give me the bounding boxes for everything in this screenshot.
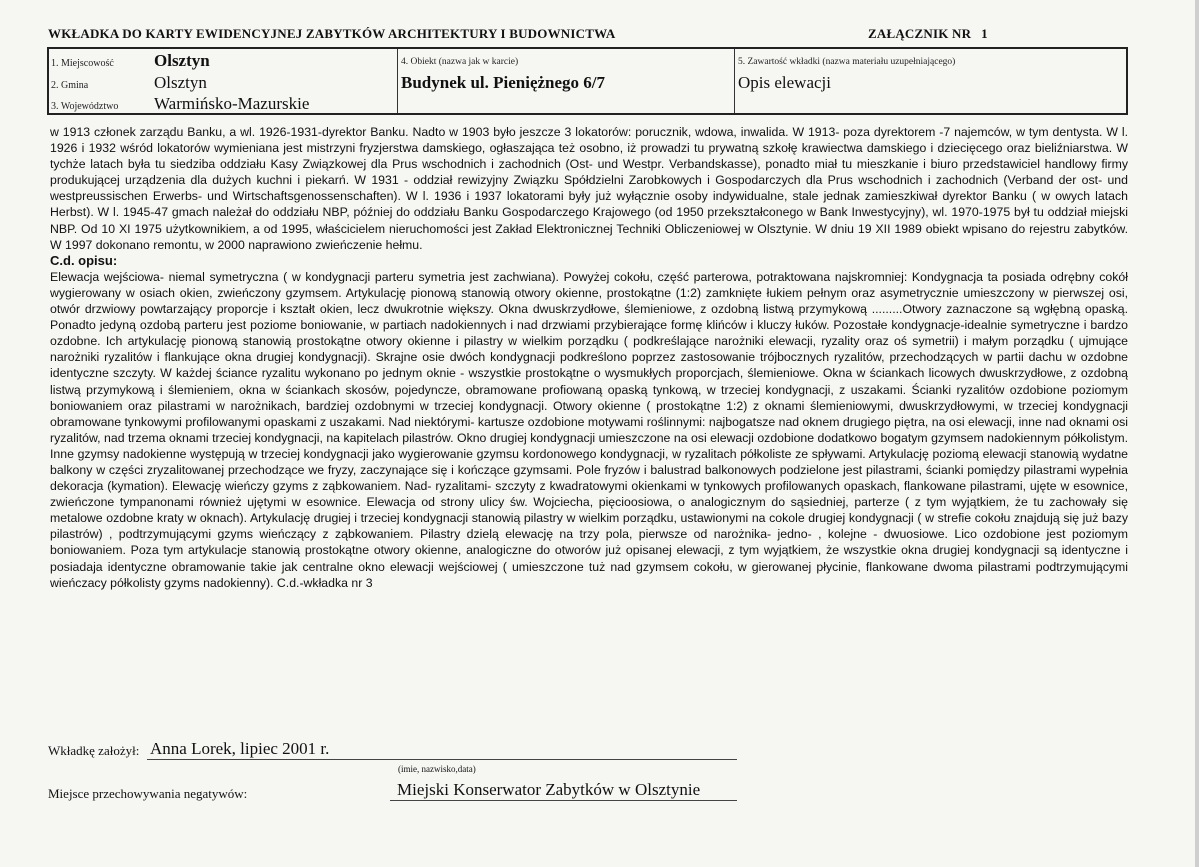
scan-edge <box>1195 0 1199 867</box>
storage-value: Miejski Konserwator Zabytków w Olsztynie <box>397 780 701 799</box>
storage-label: Miejsce przechowywania negatywów: <box>48 786 248 801</box>
object-value: Budynek ul. Pieniężnego 6/7 <box>401 73 606 92</box>
history-paragraph: w 1913 członek zarządu Banku, a wl. 1926-1931-dyrektor Banku. Nadto w 1903 było jeszcze 3 lokatorów: porucznik, wdowa, inwalida. W 1913- poza dyrektorem -7 najemców, w tym dentysta. W l. 1926 i 1932 wśród lokatorów wymieniana jest mistrzyni fryzjerstwa damskiego, ogłaszająca też osobno, iż prowadzi tu prywatną szkołę krawiectwa damskiego i dziecięcego oraz bieliźniarstwa. W tychże latach była tu siedziba oddziału Kasy Związkowej dla Prus wschodnich i zachodnich (Ost- und Westpr. Verbandskasse), ponadto miał tu mieszkanie i biuro przedstawiciel handlowy firmy produkującej urządzenia dla dużych kuchni i piekarń. W 1931 - oddział rewizyjny Związku Spółdzielni Zarobkowych i Gospodarczych dla Prus wschodnich i zachodnich (Verband der ost- und westpreussischen Erwerbs- und Wirtschaftsgenossenschaften). W l. 1936 i 1937 lokatorami były już wyłącznie osoby indywidualne, stale jednak zamieszkiwał dyrektor Banku ( w owych latach Herbst). W l. 1945-47 gmach należał do oddziału NBP, później do oddziału Banku Gospodarczego Krajowego (od 1950 przekształconego w Bank Inwestycyjny), wl. 1970-1975 był tu oddział miejski NBP. Od 10 XI 1975 użytkownikiem, a od 1995, właścicielem nieruchomości jest Zakład Elektronicznej Techniki Obliczeniowej w Olsztynie. W dniu 19 XII 1989 obiekt wpisano do rejestru zabytków. W 1997 dokonano remontu, w 2000 naprawiono zwieńczenie hełmu. <box>50 125 1128 252</box>
voivodeship-row <box>49 92 397 114</box>
voivodeship-label: 3. Województwo <box>51 101 119 112</box>
commune-label: 2. Gmina <box>51 80 89 91</box>
document-header <box>48 26 1128 44</box>
continuation-heading: C.d. opisu: <box>50 252 118 268</box>
author-label: Wkładkę założył: <box>48 743 140 758</box>
annex-label-text: ZAŁĄCZNIK NR <box>868 26 972 41</box>
info-box <box>47 47 1128 115</box>
content-column <box>734 49 1126 113</box>
locality-value: Olsztyn <box>154 51 210 70</box>
annex-number: 1 <box>981 26 988 41</box>
locality-label: 1. Miejscowość <box>51 58 114 69</box>
author-underline <box>147 759 737 760</box>
commune-row <box>49 71 397 93</box>
object-column <box>397 49 734 113</box>
voivodeship-value: Warmińsko-Mazurskie <box>154 94 310 113</box>
commune-value: Olsztyn <box>154 73 207 92</box>
locality-row <box>49 49 397 71</box>
facade-description-paragraph: Elewacja wejściowa- niemal symetryczna ( w kondygnacji parteru symetria jest zachwiana). Powyżej cokołu, część parterowa, potraktowana najskromniej: Kondygnacja ta posiada odrębny cokół wygierowany w osiach okien, zwieńczony gzymsem. Artykulację pionową stanowią otwory okienne, prostokątne (1:2) zamknięte łukiem pełnym oraz asymetrycznie umieszczony w pierwszej osi, otwór drzwiowy powtarzający proporcje i kształt okien, lecz dwukrotnie większy. Okna dwuskrzydłowe, ślemieniowe, z ozdobną listwą przymykową .........Otwory zaznaczone są wgłębną opaską. Ponadto jedyną ozdobą parteru jest poziome boniowanie, w partiach nadokiennych i nad drzwiami przybierające formę klińców i kluczy łuków. Pozostałe kondygnacje-idealnie symetryczne i bardzo ozdobne. Ich artykulację pionową stanowią prostokątne otwory okienne i pilastry w wielkim porządku ( podkreślające narożniki elewacji, ryzality oraz oś symetrii) i małym porządku ( ujmujące narożniki ryzalitów i flankujące okna drugiej kondygnacji). Skrajne osie dwóch kondygnacji podkreślono poprzez zastosowanie trójbocznych ryzalitów, przechodzących w partii dachu w ozdobne identyczne szczyty. W każdej ściance ryzalitu wykonano po jednym oknie - wszystkie prostokątne o wysmukłych proporcjach, ślemieniowe. Okna w ściankach licowych dwuskrzydłowe, z ozdobną listwą przymykową i ślemieniem, okna w ściankach skosów, pojedyncze, obramowane profiowaną opaską tynkową, w trzeciej kondygnacji, z uszakami. Ścianki ryzalitów ozdobione poziomym boniowaniem oraz pilastrami w narożnikach, bardziej ozdobnymi w trzeciej kondygnacji. Otwory okienne ( prostokątne 1:2) z oknami ślemieniowymi, dwuskrzydłowymi, w trzeciej kondygnacji obramowane tynkowymi profilowanymi opaskami z uszakami. Nad niektórymi- kartusze ozdobione motywami roślinnymi: najbogatsze nad oknem drugiego piętra, na osi elewacji, inne nad oknami osi ryzalitów, nad trzema oknami trzeciej kondygnacji, na kapitelach pilastrów. Okno drugiej kondygnacji umieszczone na osi elewacji ozdobione dodatkowo bogatym gzymsem nadokiennym półkolistym. Inne gzymsy nadokienne występują w trzeciej kondygnacji jako wygierowanie gzymsu kordonowego kondygnacji, w ryzalitach półkoliste ze spływami. Artykulację poziomą elewacji stanowią wydatne balkony w części zryzalitowanej przechodzące we fryzy, zaczynające się i kończące gzymsami. Pole fryzów i balustrad balkonowych podzielone jest pilastrami, ścianki pomiędzy pilastrami wypełnia dekoracja (kymation). Elewację wieńczy gzyms z ząbkowaniem. Nad- ryzalitami- szczyty z kwadratowymi okienkami w tynkowych profilowanych opaskach, flankowane pilastrami, ujęte w esownice, zwieńczone tympanonami również ujętymi w esownice. Elewacja od strony ulicy św. Wojciecha, pięcioosiowa, o analogicznym do sąsiedniej, parterze ( z tym wyjątkiem, że tu zachowały się metalowe ozdobne kraty w oknach). Artykulację drugiej i trzeciej kondygnacji stanowią pilastry w wielkim porządku, ustawionymi na cokole drugiej kondygnacji ( w strefie cokołu znajdują się już bazy pilastrów) , podtrzymującymi gzyms wieńczący z ząbkowaniem. Pilastry dzielą elewację na trzy pola, pierwsze od narożnika- jedno- , kolejne - dwuosiowe. Lico ozdobione jest poziomym boniowaniem. Poza tym artykulacje stanowią prostokątne otwory okienne, analogiczne do otworów już opisanej elewacji, z tym wyjątkiem, że wszystkie okna drugiej kondygnacji są identyczne i posiadaja identyczne obramowanie takie jak centralne okno elewacji wejściowej ( umieszczone tuż nad gzymsem cokołu, w gierowanej płycinie, flankowane dwoma pilastrami podtrzymującymi wieńczacy półkolisty gzyms nadokienny). C.d.-wkładka nr 3 <box>50 269 1128 590</box>
content-label: 5. Zawartość wkładki (nazwa materiału uzupełniającego) <box>738 57 956 67</box>
annex-label <box>868 26 988 42</box>
document-title: WKŁADKA DO KARTY EWIDENCYJNEJ ZABYTKÓW ARCHITEKTURY I BUDOWNICTWA <box>48 26 616 41</box>
author-caption: (imie, nazwisko,data) <box>398 764 476 774</box>
object-label: 4. Obiekt (nazwa jak w karcie) <box>401 57 519 67</box>
description-body <box>50 124 1128 591</box>
author-value: Anna Lorek, lipiec 2001 r. <box>150 739 330 758</box>
storage-underline <box>390 800 737 801</box>
location-column <box>49 49 397 113</box>
content-value: Opis elewacji <box>738 73 831 92</box>
